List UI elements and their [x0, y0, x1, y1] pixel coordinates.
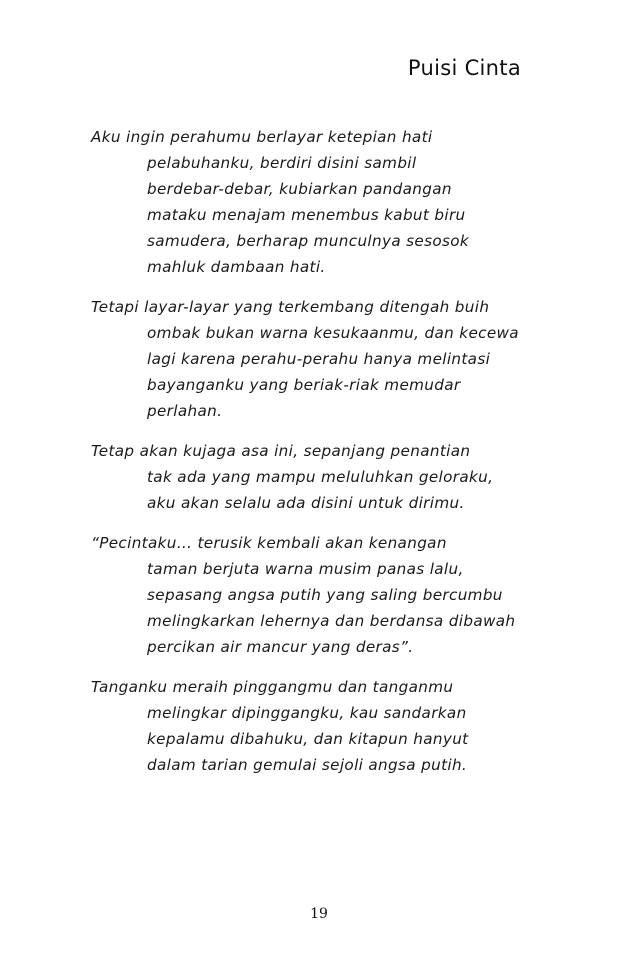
poem-line: taman berjuta warna musim panas lalu, — [147, 560, 464, 578]
poem-line: “Pecintaku… terusik kembali akan kenangan — [91, 534, 447, 552]
poem-line: Tetap akan kujaga asa ini, sepanjang penantian — [91, 442, 471, 460]
poem-stanza — [91, 124, 551, 280]
poem-line: Tanganku meraih pinggangmu dan tanganmu — [91, 678, 454, 696]
poem-line: aku akan selalu ada disini untuk dirimu. — [147, 494, 465, 512]
poem-line: melingkarkan lehernya dan berdansa dibawah — [147, 612, 516, 630]
poem-line: ombak bukan warna kesukaanmu, dan kecewa — [147, 324, 519, 342]
poem-line: tak ada yang mampu meluluhkan geloraku, — [147, 468, 494, 486]
poem-line: bayanganku yang beriak-riak memudar — [147, 376, 461, 394]
poem-stanza — [91, 438, 551, 516]
poem-line: kepalamu dibahuku, dan kitapun hanyut — [147, 730, 469, 748]
page-title: Puisi Cinta — [407, 56, 521, 80]
page-number: 19 — [310, 906, 328, 922]
poem-line: sepasang angsa putih yang saling bercumbu — [147, 586, 503, 604]
poem-line: Tetapi layar-layar yang terkembang ditengah buih — [91, 298, 490, 316]
poem-line: mahluk dambaan hati. — [147, 258, 326, 276]
poem-line: melingkar dipinggangku, kau sandarkan — [147, 704, 467, 722]
poem-stanza — [91, 294, 551, 424]
poem-stanza — [91, 674, 551, 778]
poem-line: dalam tarian gemulai sejoli angsa putih. — [147, 756, 468, 774]
poem-line: mataku menajam menembus kabut biru — [147, 206, 466, 224]
poem-line: Aku ingin perahumu berlayar ketepian hati — [91, 128, 433, 146]
poem-line: berdebar-debar, kubiarkan pandangan — [147, 180, 452, 198]
poem-line: pelabuhanku, berdiri disini sambil — [147, 154, 417, 172]
poem-stanza — [91, 530, 551, 660]
poem-line: lagi karena perahu-perahu hanya melintasi — [147, 350, 491, 368]
poem-line: samudera, berharap munculnya sesosok — [147, 232, 470, 250]
poem-body — [91, 124, 551, 792]
poem-line: perlahan. — [147, 402, 223, 420]
poem-line: percikan air mancur yang deras”. — [147, 638, 414, 656]
